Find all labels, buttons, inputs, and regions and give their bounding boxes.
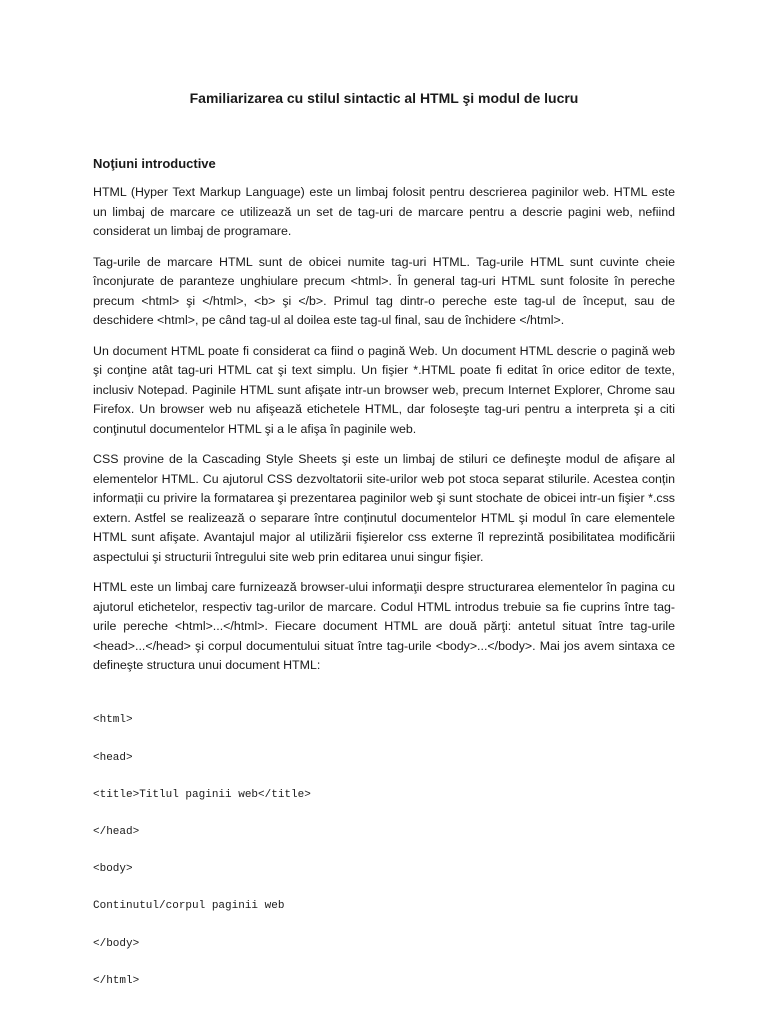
- code-line: <title>Titlul paginii web</title>: [93, 788, 311, 801]
- section-heading: Noţiuni introductive: [93, 156, 216, 171]
- code-line: <body>: [93, 863, 133, 876]
- code-line: <head>: [93, 751, 133, 764]
- paragraph-html-document: Un document HTML poate fi considerat ca fiind o pagină Web. Un document HTML descrie o pagină web şi conţine atât tag-uri HTML cat şi text simplu. Un fişier *.HTML poate fi editat în orice editor de texte, inclusiv Notepad. Paginile HTML sunt afişate intr-un browser web, precum Internet Explorer, Chrome sau Firefox. Un browser web nu afişează etichetele HTML, dar foloseşte tag-uri pentru a interpreta şi a citi conţinutul documentelor HTML şi a le afişa în paginile web.: [93, 343, 675, 436]
- paragraph-css: CSS provine de la Cascading Style Sheets şi este un limbaj de stiluri ce defineşte modul de afişare al elementelor HTML. Cu ajutorul CSS dezvoltatorii site-urilor web pot stoca separat stilurile. Acestea conțin informații cu privire la formatarea şi prezentarea paginilor web şi sunt stochate de obicei intr-un fişier *.css extern. Astfel se realizează o separare între conținutul documentelor HTML şi modul în care elementele HTML sunt afişate. Avantajul major al utilizării fişierelor css externe îl reprezintă posibilitatea modificării aspectului şi structurii întregului site web prin editarea unui singur fişier.: [93, 452, 675, 564]
- code-example: [93, 690, 675, 1013]
- document-body: [93, 88, 675, 1012]
- code-line: </head>: [93, 825, 140, 838]
- paragraph-html-intro: HTML (Hyper Text Markup Language) este un limbaj folosit pentru descrierea paginilor web. HTML este un limbaj de marcare ce utilizează un set de tag-uri de marcare pentru a descrie pagini web, nefiind considerat un limbaj de programare.: [93, 185, 675, 238]
- code-line: Continutul/corpul paginii web: [93, 900, 285, 913]
- paragraph-html-tags: Tag-urile de marcare HTML sunt de obicei numite tag-uri HTML. Tag-urile HTML sunt cuvinte cheie înconjurate de paranteze unghiulare precum <html>. În general tag-uri HTML sunt folosite în pereche precum <html> şi </html>, <b> şi </b>. Primul tag dintr-o pereche este tag-ul de început, sau de deschidere <html>, pe când tag-ul al doilea este tag-ul final, sau de închidere </html>.: [93, 254, 675, 327]
- paragraph-html-structure: HTML este un limbaj care furnizează browser-ului informaţii despre structurarea elementelor în pagina cu ajutorul etichetelor, respectiv tag-urilor de marcare. Codul HTML introdus trebuie sa fie cuprins între tag-urile pereche <html>...</html>. Fiecare document HTML are două părţi: antetul situat între tag-urile <head>...</head> şi corpul documentului situat între tag-urile <body>...</body>. Mai jos avem sintaxa ce defineşte structura unui document HTML:: [93, 580, 675, 672]
- code-line: </html>: [93, 974, 140, 987]
- document-title: Familiarizarea cu stilul sintactic al HTML şi modul de lucru: [189, 90, 579, 106]
- code-line: <html>: [93, 714, 133, 727]
- code-line: </body>: [93, 937, 140, 950]
